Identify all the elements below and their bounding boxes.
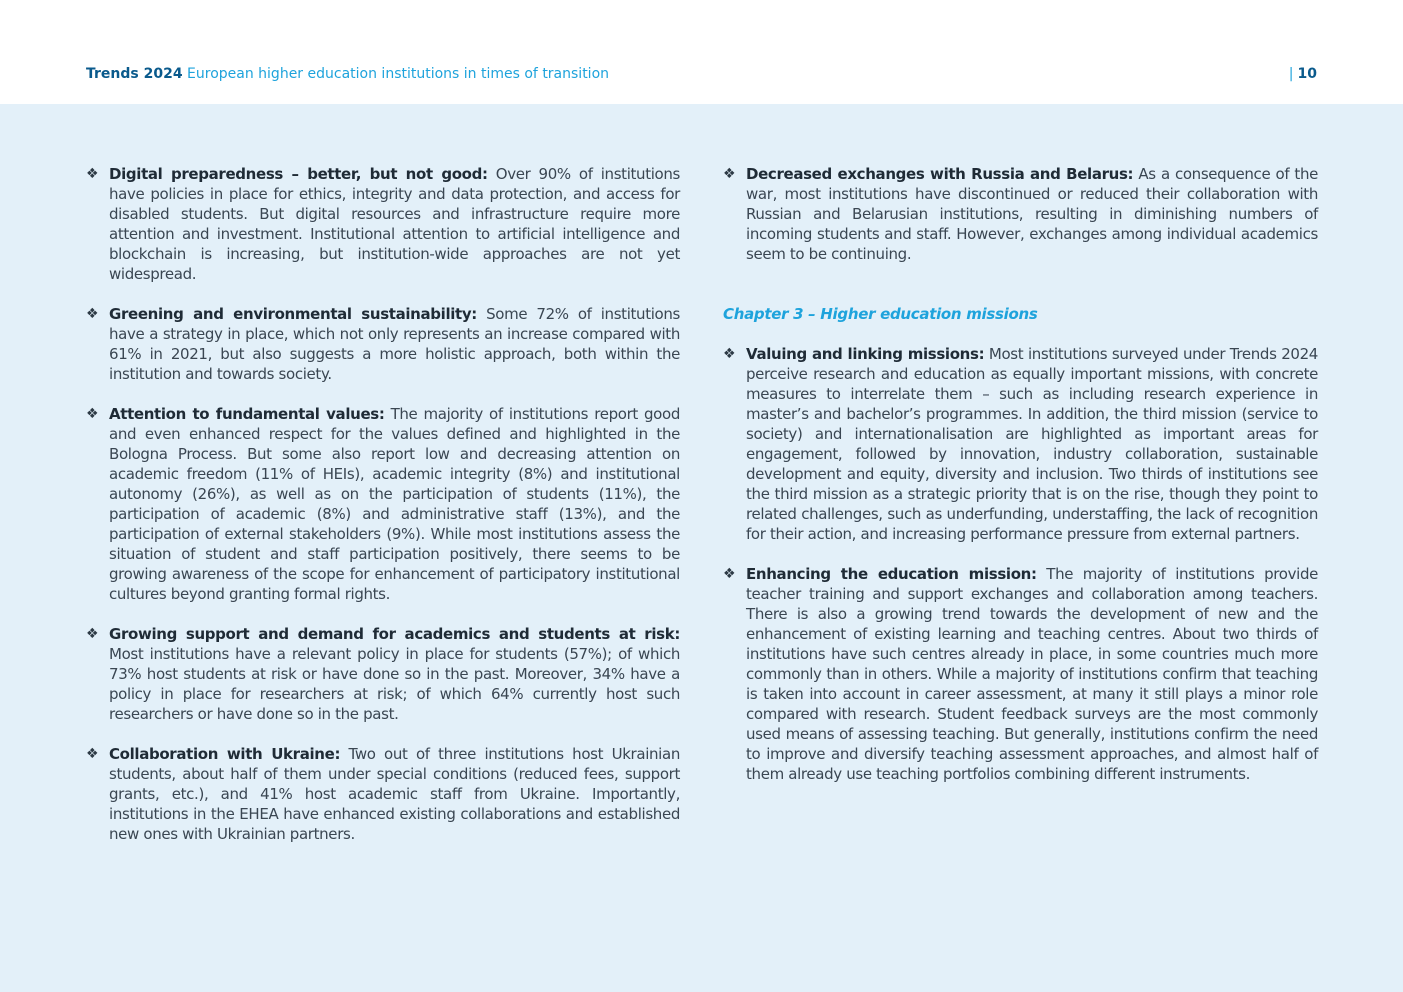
publication-brand: Trends 2024	[86, 66, 183, 82]
bullet-lead: Valuing and linking missions:	[746, 345, 985, 363]
bullet-item	[86, 624, 680, 724]
four-diamond-bullet-icon: ❖	[86, 166, 99, 182]
bullet-text: Most institutions have a relevant policy in place for students (57%); of which 73% host students at risk or have done so in the past. Moreover, 34% have a policy in place for researchers at risk; of which 64% currently host such researchers or have done so in the past.	[109, 645, 680, 723]
bullet-text: The majority of institutions provide teacher training and support exchanges and collaboration among teachers. There is also a growing trend towards the development of new and the enhancement of existing learning and teaching centres. About two thirds of institutions have such centres already in place, in some countries much more commonly than in others. While a majority of institutions confirm that teaching is taken into account in career assessment, at many it still plays a minor role compared with research. Student feedback surveys are the most commonly used means of assessing teaching. But generally, institutions confirm the need to improve and diversify teaching assessment approaches, and almost half of them already use teaching portfolios combining different instruments.	[746, 565, 1319, 783]
content-area	[0, 104, 1403, 992]
bullet-text: Two out of three institutions host Ukrainian students, about half of them under special conditions (reduced fees, support grants, etc.), and 41% host academic staff from Ukraine. Importantly, institutions in the EHEA have enhanced existing collaborations and established new ones with Ukrainian partners.	[109, 745, 680, 843]
four-diamond-bullet-icon: ❖	[86, 306, 99, 322]
bullet-item	[86, 304, 680, 384]
bullet-lead: Enhancing the education mission:	[746, 565, 1037, 583]
bullet-item	[723, 164, 1318, 264]
bullet-item	[86, 404, 680, 604]
bullet-text: Some 72% of institutions have a strategy in place, which not only represents an increase compared with 61% in 2021, but also suggests a more holistic approach, both within the institution and towards society.	[109, 305, 680, 383]
chapter-heading: Chapter 3 – Higher education missions	[723, 305, 1038, 323]
page-header	[0, 0, 1403, 104]
bullet-lead: Greening and environmental sustainability:	[109, 305, 477, 323]
page-number-separator: |	[1288, 66, 1294, 82]
four-diamond-bullet-icon: ❖	[86, 406, 99, 422]
page-number-block	[1289, 65, 1317, 83]
four-diamond-bullet-icon: ❖	[723, 566, 736, 582]
four-diamond-bullet-icon: ❖	[723, 346, 736, 362]
bullet-lead: Digital preparedness – better, but not good:	[109, 165, 488, 183]
bullet-text: Over 90% of institutions have policies in place for ethics, integrity and data protection, and access for disabled students. But digital resources and infrastructure require more attention and investment. Institutional attention to artificial intelligence and blockchain is increasing, but institution-wide approaches are not yet widespread.	[109, 165, 680, 283]
four-diamond-bullet-icon: ❖	[723, 166, 736, 182]
running-title	[86, 65, 609, 83]
bullet-text: As a consequence of the war, most institutions have discontinued or reduced their collaboration with Russian and Belarusian institutions, resulting in diminishing numbers of incoming students and staff. However, exchanges among individual academics seem to be continuing.	[746, 165, 1318, 263]
bullet-lead: Attention to fundamental values:	[109, 405, 385, 423]
left-column	[86, 164, 680, 864]
bullet-item	[86, 744, 680, 844]
page-number: 10	[1297, 66, 1317, 82]
bullet-lead: Decreased exchanges with Russia and Belarus:	[746, 165, 1134, 183]
four-diamond-bullet-icon: ❖	[86, 746, 99, 762]
bullet-item	[723, 344, 1318, 544]
four-diamond-bullet-icon: ❖	[86, 626, 99, 642]
bullet-item	[723, 564, 1318, 784]
bullet-text: The majority of institutions report good and even enhanced respect for the values defined and highlighted in the Bologna Process. But some also report low and decreasing attention on academic freedom (11% of HEIs), academic integrity (8%) and institutional autonomy (26%), as well as on the participation of students (11%), the participation of academic (8%) and administrative staff (13%), and the participation of external stakeholders (9%). While most institutions assess the situation of student and staff participation positively, there seems to be growing awareness of the scope for enhancement of participatory institutional cultures beyond granting formal rights.	[109, 405, 680, 603]
publication-subtitle: European higher education institutions in times of transition	[187, 66, 610, 82]
bullet-text: Most institutions surveyed under Trends 2024 perceive research and education as equally important missions, with concrete measures to interrelate them – such as including research experience in master’s and bachelor’s programmes. In addition, the third mission (service to society) and internationalisation are highlighted as important areas for engagement, followed by innovation, industry collaboration, sustainable development and equity, diversity and inclusion. Two thirds of institutions see the third mission as a strategic priority that is on the rise, though they point to related challenges, such as underfunding, understaffing, the lack of recognition for their action, and increasing performance pressure from external partners.	[746, 345, 1318, 543]
bullet-lead: Growing support and demand for academics and students at risk:	[109, 625, 680, 643]
bullet-item	[86, 164, 680, 284]
bullet-lead: Collaboration with Ukraine:	[109, 745, 341, 763]
right-column	[723, 164, 1318, 804]
